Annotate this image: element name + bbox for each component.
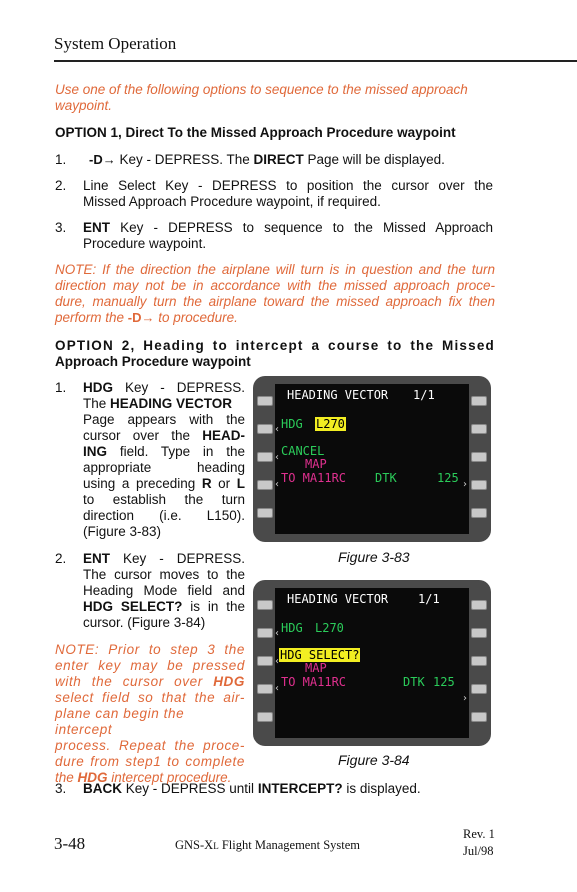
step-number: 3. (55, 220, 67, 235)
footer-title-text: Flight Management System (218, 838, 361, 852)
cdu-figure-3-84 (253, 580, 491, 746)
intercept-label: INTERCEPT? (257, 781, 343, 796)
line-select-key-r5[interactable] (471, 712, 487, 722)
option1-note (55, 262, 495, 326)
line-select-key-r4[interactable] (471, 684, 487, 694)
step-number: 3. (55, 781, 67, 796)
ent-key-label: ENT (83, 220, 110, 235)
map-label: MAP (305, 457, 327, 471)
right-arrow-icon: › (463, 693, 467, 704)
to-waypoint-label: TO MA11RC (281, 471, 347, 485)
step-text: cursor. (Figure 3-84) (83, 615, 206, 630)
option2-step2 (55, 551, 247, 635)
note-line: with the cursor over (55, 674, 203, 689)
hdg-key-label: HDG (77, 770, 108, 785)
step-text: Line Select Key - DEPRESS to position the cursor over the (83, 178, 493, 193)
note-line: plane can begin the intercept (55, 706, 185, 737)
hdg-value-cursor: L270 (316, 417, 345, 431)
left-arrow-icon: ‹ (275, 628, 279, 639)
right-arrow-icon: › (463, 479, 467, 490)
line-select-key-r3[interactable] (471, 452, 487, 462)
line-select-key-r2[interactable] (471, 424, 487, 434)
step-number: 1. (55, 380, 67, 395)
note-line: NOTE: Prior to step 3 the (55, 642, 245, 657)
step-text: direction (i.e. L150). (83, 508, 245, 523)
line-select-key-r4[interactable] (471, 480, 487, 490)
dtk-value: 125 (437, 471, 459, 485)
note-line: to procedure. (158, 310, 238, 325)
line-select-key-l4[interactable] (257, 684, 273, 694)
step-text: Page will be displayed. (303, 152, 445, 167)
step-text: field. Type in the (119, 444, 245, 459)
step-text: is in the (182, 599, 245, 614)
option1-step3 (55, 220, 495, 254)
hdg-key-label: HDG (213, 674, 245, 689)
page-header-title: System Operation (54, 34, 177, 53)
cdu-screen (275, 384, 469, 534)
note-line: select field so that the air- (55, 690, 245, 705)
header-rule (54, 60, 577, 62)
to-waypoint-label: TO MA11RC (281, 675, 347, 689)
note-line: intercept procedure. (107, 770, 232, 785)
note-line: process. Repeat the proce- (55, 738, 245, 753)
step-text: (Figure 3-83) (83, 524, 162, 539)
step-text: Page appears with the (83, 412, 245, 427)
left-arrow-icon: ‹ (275, 683, 279, 694)
revision-label: Rev. 1 (463, 827, 495, 841)
footer-title-text: GNS-X (175, 838, 214, 852)
step-text: cursor over the (83, 428, 190, 443)
r-key-label: R (201, 476, 212, 491)
figure-caption: Figure 3-84 (338, 752, 410, 768)
step-text: Procedure waypoint. (83, 236, 207, 251)
line-select-key-r1[interactable] (471, 396, 487, 406)
cancel-label: CANCEL (281, 444, 325, 458)
step-text: is displayed. (342, 781, 421, 796)
note-line: enter key may be pressed (55, 658, 245, 673)
hdg-key-label: HDG (83, 380, 113, 395)
direct-page-label: DIRECT (253, 152, 304, 167)
page-number: 3-48 (54, 834, 86, 853)
option2-heading (55, 338, 495, 370)
revision-block (463, 826, 495, 860)
line-select-key-l4[interactable] (257, 480, 273, 490)
hdg-value: L270 (315, 621, 344, 635)
heading-vector-label: HEADING VECTOR (110, 396, 233, 411)
step-number: 2. (55, 551, 67, 566)
heading-line: OPTION 2, Heading to intercept a course to the Missed (55, 338, 495, 353)
dtk-value: 125 (433, 675, 455, 689)
option2-step1: 1. HDG Key - DEPRESS. The HEADING VECTOR Page appears with the cursor over the HEAD- ING field. Type in the appropriate heading using a preceding R or L to establish the turn direction (i.e. L150). (Figure 3-83) (55, 380, 245, 539)
hdg-select-label: HDG SELECT? (83, 599, 183, 614)
line-select-key-r1[interactable] (471, 600, 487, 610)
note-line: dure, manually turn the airplane toward the missed approach fix then (55, 294, 495, 309)
step-text: Key - DEPRESS. (125, 380, 245, 395)
option2-note (55, 642, 245, 786)
note-line: direction may not be in accordance with the missed approach proce- (55, 278, 495, 293)
ent-key-label: ENT (83, 551, 110, 566)
option1-step2 (55, 178, 495, 212)
line-select-key-l2[interactable] (257, 628, 273, 638)
line-select-key-r2[interactable] (471, 628, 487, 638)
line-select-key-l2[interactable] (257, 424, 273, 434)
line-select-key-l3[interactable] (257, 452, 273, 462)
note-line: perform the (55, 310, 125, 325)
cdu-screen (275, 588, 469, 738)
heading-label: ING (83, 444, 108, 459)
step-text: Heading Mode field and (83, 583, 245, 598)
option1-heading: OPTION 1, Direct To the Missed Approach Procedure waypoint (55, 125, 456, 140)
line-select-key-r3[interactable] (471, 656, 487, 666)
note-line: NOTE: If the direction the airplane will turn is in question and the turn (55, 262, 495, 277)
direct-to-icon: -D→ (89, 152, 116, 167)
footer-title (175, 838, 360, 853)
footer-title-sub: L (213, 841, 219, 851)
screen-title: HEADING VECTOR (287, 592, 389, 606)
hdg-label: HDG (281, 621, 303, 635)
line-select-key-r5[interactable] (471, 508, 487, 518)
step-text: Key - DEPRESS. The (115, 152, 254, 167)
left-arrow-icon: ‹ (275, 479, 279, 490)
line-select-key-l3[interactable] (257, 656, 273, 666)
step-text: Missed Approach Procedure waypoint, if required. (83, 194, 381, 209)
left-arrow-icon: ‹ (275, 452, 279, 463)
l-key-label: L (236, 476, 245, 491)
note-line: the (55, 770, 74, 785)
screen-page-number: 1/1 (418, 592, 440, 606)
back-key-label: BACK (83, 781, 122, 796)
revision-date: Jul/98 (463, 844, 494, 858)
left-arrow-icon: ‹ (275, 424, 279, 435)
step-text: to establish the turn (83, 492, 245, 507)
note-line: dure from step1 to complete (55, 754, 245, 769)
step-text: Key - DEPRESS. (110, 551, 245, 566)
left-arrow-icon: ‹ (275, 656, 279, 667)
step-text: Key - DEPRESS until (122, 781, 258, 796)
hdg-label: HDG (281, 417, 303, 431)
line-select-key-l5[interactable] (257, 508, 273, 518)
line-select-key-l1[interactable] (257, 600, 273, 610)
figure-caption: Figure 3-83 (338, 549, 410, 565)
cdu-figure-3-83 (253, 376, 491, 542)
step-text: Key - DEPRESS to sequence to the Missed Approach (110, 220, 493, 235)
map-label: MAP (305, 661, 327, 675)
dtk-label: DTK (375, 471, 397, 485)
hdg-select-cursor: HDG SELECT? (280, 648, 360, 662)
intro-text: Use one of the following options to sequence to the missed approach waypoint. (55, 82, 468, 113)
line-select-key-l1[interactable] (257, 396, 273, 406)
direct-to-icon: -D→ (127, 310, 155, 325)
heading-line: Approach Procedure waypoint (55, 354, 251, 369)
step-text: appropriate heading (83, 460, 245, 475)
line-select-key-l5[interactable] (257, 712, 273, 722)
step-text: The (83, 396, 107, 411)
screen-page-number: 1/1 (413, 388, 435, 402)
step-number: 2. (55, 178, 67, 193)
step-text: The cursor moves to the (83, 567, 245, 582)
step-number: 1. (55, 152, 67, 167)
step-text: using a preceding (83, 476, 196, 491)
dtk-label: DTK (403, 675, 425, 689)
heading-label: HEAD- (202, 428, 245, 443)
screen-title: HEADING VECTOR (287, 388, 389, 402)
